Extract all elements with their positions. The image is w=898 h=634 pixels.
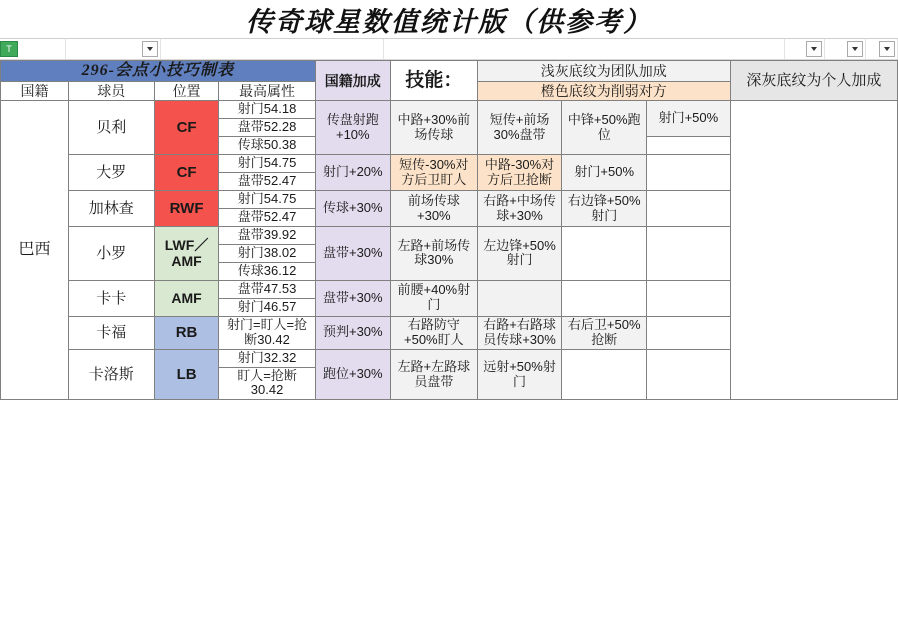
cell-skill: 射门+50% [562,155,647,191]
cell-attr: 射门38.02 [219,244,315,262]
cell-player: 卡福 [68,316,154,349]
cell-attr: 传球36.12 [219,262,315,280]
cell-attr: 射门54.18 [219,101,315,119]
cell-attr: 射门=盯人=抢断30.42 [219,316,315,349]
cell-position: AMF [154,280,219,316]
cell-skill: 中锋+50%跑位 [562,101,647,155]
cell-country-buff: 预判+30% [315,316,390,349]
legend-dark-gray: 深灰底纹为个人加成 [730,61,897,101]
cell-position: LWF／AMF [154,227,219,281]
cell-skill: 左路+左路球员盘带 [390,349,477,400]
cell-position: RB [154,316,219,349]
cell-skill: 前腰+40%射门 [390,280,477,316]
cell-empty [647,280,731,316]
header-country: 国籍 [1,82,69,101]
header-skills: 技能： [390,61,477,101]
cell-country-buff: 盘带+30% [315,227,390,281]
cell-attr: 射门54.75 [219,155,315,173]
blue-banner: 296-会点小技巧制表 [1,61,316,82]
table-row [1,101,898,119]
cell-attr: 盘带52.47 [219,209,315,227]
autofilter-row [0,39,898,60]
cell-skill: 右路+中场传球+30% [477,191,562,227]
cell-attr: 射门54.75 [219,191,315,209]
cell-skill: 短传-30%对方后卫盯人 [390,155,477,191]
cell-empty [647,155,731,191]
cell-country-buff: 射门+20% [315,155,390,191]
sheet-title-row [0,0,898,39]
chevron-down-icon[interactable] [879,41,895,57]
cell-skill: 右路+右路球员传球+30% [477,316,562,349]
cell-player: 大罗 [68,155,154,191]
filter-cell-skills [384,39,785,59]
filter-cell-h[interactable] [825,39,866,59]
cell-skill: 左路+前场传球30% [390,227,477,281]
cell-skill: 右后卫+50%抢断 [562,316,647,349]
chevron-down-icon[interactable] [847,41,863,57]
cell-attr: 射门46.57 [219,298,315,316]
banner-row [1,61,898,82]
filter-cell-marker [0,39,66,59]
filter-cell-attr [161,39,384,59]
cell-player: 小罗 [68,227,154,281]
cell-player: 卡洛斯 [68,349,154,400]
cell-player: 卡卡 [68,280,154,316]
cell-empty [562,349,647,400]
cell-position: CF [154,155,219,191]
cell-skill: 中路+30%前场传球 [390,101,477,155]
cell-skill: 短传+前场30%盘带 [477,101,562,155]
cell-empty [562,280,647,316]
cell-attr: 盘带52.47 [219,173,315,191]
chevron-down-icon[interactable] [806,41,822,57]
cell-skill: 右路防守+50%盯人 [390,316,477,349]
cell-skill: 射门+50% [647,101,731,137]
data-table [0,60,898,400]
cell-country-buff: 传盘射跑+10% [315,101,390,155]
header-player: 球员 [68,82,154,101]
cell-skill: 右边锋+50%射门 [562,191,647,227]
cell-attr: 盘带52.28 [219,119,315,137]
cell-position: RWF [154,191,219,227]
header-top-attr: 最高属性 [219,82,315,101]
cell-empty [647,137,731,155]
cell-empty [647,316,731,349]
cell-skill: 中路-30%对方后卫抢断 [477,155,562,191]
cell-empty [730,101,897,400]
cell-country-buff: 跑位+30% [315,349,390,400]
filter-cell-i[interactable] [866,39,898,59]
cell-country-buff: 传球+30% [315,191,390,227]
legend-light-gray: 浅灰底纹为团队加成 [477,61,730,82]
page-title: 传奇球星数值统计版（供参考） [246,6,652,37]
cell-attr: 盘带47.53 [219,280,315,298]
cell-player: 加林查 [68,191,154,227]
cell-attr: 盘带39.92 [219,227,315,245]
tag-icon: T [0,41,18,57]
filter-cell-player[interactable] [66,39,161,59]
legend-orange: 橙色底纹为削弱对方 [477,82,730,101]
header-position: 位置 [154,82,219,101]
cell-country-buff: 盘带+30% [315,280,390,316]
cell-skill: 左边锋+50%射门 [477,227,562,281]
cell-attr: 射门32.32 [219,349,315,367]
header-country-buff: 国籍加成 [315,61,390,101]
cell-country: 巴西 [1,101,69,400]
filter-cell-g[interactable] [785,39,825,59]
cell-skill [477,280,562,316]
chevron-down-icon[interactable] [142,41,158,57]
cell-empty [562,227,647,281]
cell-player: 贝利 [68,101,154,155]
cell-position: LB [154,349,219,400]
cell-position: CF [154,101,219,155]
cell-empty [647,191,731,227]
cell-attr: 盯人=抢断30.42 [219,367,315,400]
cell-empty [647,349,731,400]
cell-empty [647,227,731,281]
cell-attr: 传球50.38 [219,137,315,155]
cell-skill: 远射+50%射门 [477,349,562,400]
cell-skill: 前场传球+30% [390,191,477,227]
